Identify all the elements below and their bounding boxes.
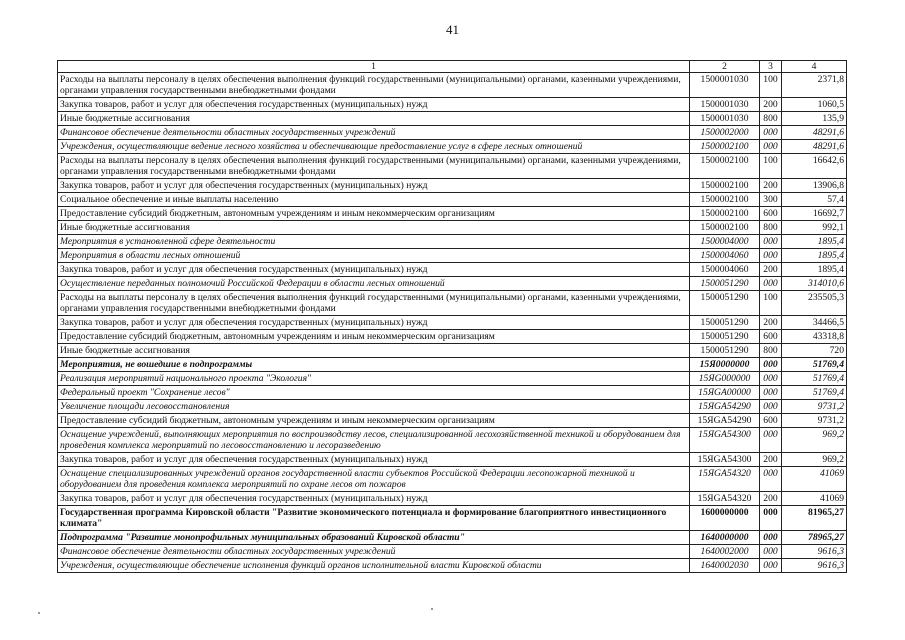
row-expense-type: 800 xyxy=(760,344,782,358)
row-expense-type: 300 xyxy=(760,193,782,207)
table-row xyxy=(58,112,847,126)
row-amount: 1895,4 xyxy=(782,235,847,249)
table-row xyxy=(58,358,847,372)
row-name: Учреждения, осуществляющие ведение лесного хозяйства и обеспечивающие предоставление услуг в сфере лесных отношений xyxy=(58,140,690,154)
row-code: 1500051290 xyxy=(690,344,760,358)
row-amount: 51769,4 xyxy=(782,372,847,386)
budget-table xyxy=(57,60,847,573)
table-row xyxy=(58,235,847,249)
row-name: Мероприятия в установленной сфере деятельности xyxy=(58,235,690,249)
row-code: 1500051290 xyxy=(690,291,760,316)
row-amount: 9731,2 xyxy=(782,414,847,428)
row-expense-type: 000 xyxy=(760,428,782,453)
row-name: Учреждения, осуществляющие обеспечение исполнения функций органов исполнительной власти Кировской области xyxy=(58,559,690,573)
row-expense-type: 000 xyxy=(760,559,782,573)
row-expense-type: 000 xyxy=(760,235,782,249)
row-name: Оснащение учреждений, выполняющих мероприятия по воспроизводству лесов, специализированной лесохозяйственной техникой и оборудованием для проведения комплекса мероприятий по лесовосстановлению и лесоразведению xyxy=(58,428,690,453)
row-code: 15ЯGA00000 xyxy=(690,386,760,400)
row-expense-type: 000 xyxy=(760,400,782,414)
row-expense-type: 000 xyxy=(760,249,782,263)
row-code: 1640002000 xyxy=(690,545,760,559)
table-row xyxy=(58,179,847,193)
row-name: Реализация мероприятий национального проекта "Экология" xyxy=(58,372,690,386)
row-name: Предоставление субсидий бюджетным, автономным учреждениям и иным некоммерческим организациям xyxy=(58,207,690,221)
row-name: Предоставление субсидий бюджетным, автономным учреждениям и иным некоммерческим организациям xyxy=(58,414,690,428)
row-code: 1500004000 xyxy=(690,235,760,249)
row-name: Иные бюджетные ассигнования xyxy=(58,112,690,126)
row-expense-type: 000 xyxy=(760,140,782,154)
row-amount: 969,2 xyxy=(782,453,847,467)
row-expense-type: 000 xyxy=(760,467,782,492)
row-name: Закупка товаров, работ и услуг для обеспечения государственных (муниципальных) нужд xyxy=(58,179,690,193)
row-name: Подпрограмма "Развитие монопрофильных муниципальных образований Кировской области" xyxy=(58,531,690,545)
table-row xyxy=(58,154,847,179)
row-amount: 314010,6 xyxy=(782,277,847,291)
table-row xyxy=(58,73,847,98)
table-header-row xyxy=(58,61,847,73)
row-expense-type: 800 xyxy=(760,221,782,235)
row-expense-type: 600 xyxy=(760,414,782,428)
row-expense-type: 200 xyxy=(760,98,782,112)
row-code: 15ЯGA54290 xyxy=(690,414,760,428)
row-code: 15ЯGA54320 xyxy=(690,492,760,506)
row-name: Расходы на выплаты персоналу в целях обеспечения выполнения функций государственными (муниципальными) органами, казенными учреждениями, органами управления государственными внебюджетными фондами xyxy=(58,154,690,179)
row-name: Иные бюджетные ассигнования xyxy=(58,344,690,358)
row-expense-type: 000 xyxy=(760,372,782,386)
row-code: 15ЯGA54320 xyxy=(690,467,760,492)
row-code: 15ЯG000000 xyxy=(690,372,760,386)
table-body xyxy=(58,73,847,573)
row-expense-type: 000 xyxy=(760,531,782,545)
row-code: 1500051290 xyxy=(690,330,760,344)
row-expense-type: 100 xyxy=(760,73,782,98)
row-amount: 9731,2 xyxy=(782,400,847,414)
table-row xyxy=(58,316,847,330)
row-amount: 57,4 xyxy=(782,193,847,207)
row-name: Государственная программа Кировской области "Развитие экономического потенциала и формирование благоприятного инвестиционного климата" xyxy=(58,506,690,531)
row-name: Социальное обеспечение и иные выплаты населению xyxy=(58,193,690,207)
row-amount: 992,1 xyxy=(782,221,847,235)
row-code: 1500002100 xyxy=(690,140,760,154)
row-expense-type: 200 xyxy=(760,316,782,330)
row-expense-type: 600 xyxy=(760,207,782,221)
column-header-type: 3 xyxy=(760,61,782,73)
row-name: Осуществление переданных полномочий Российской Федерации в области лесных отношений xyxy=(58,277,690,291)
row-amount: 51769,4 xyxy=(782,358,847,372)
row-amount: 78965,27 xyxy=(782,531,847,545)
row-expense-type: 600 xyxy=(760,330,782,344)
table-row xyxy=(58,559,847,573)
row-amount: 135,9 xyxy=(782,112,847,126)
row-name: Финансовое обеспечение деятельности областных государственных учреждений xyxy=(58,545,690,559)
row-expense-type: 800 xyxy=(760,112,782,126)
table-row xyxy=(58,193,847,207)
row-amount: 1060,5 xyxy=(782,98,847,112)
table-row xyxy=(58,492,847,506)
row-name: Закупка товаров, работ и услуг для обеспечения государственных (муниципальных) нужд xyxy=(58,492,690,506)
row-amount: 2371,8 xyxy=(782,73,847,98)
row-code: 1500004060 xyxy=(690,263,760,277)
row-code: 1500001030 xyxy=(690,73,760,98)
table-row xyxy=(58,207,847,221)
row-amount: 41069 xyxy=(782,467,847,492)
table-row xyxy=(58,414,847,428)
row-code: 1500051290 xyxy=(690,277,760,291)
row-expense-type: 000 xyxy=(760,126,782,140)
row-amount: 235505,3 xyxy=(782,291,847,316)
row-code: 1640002030 xyxy=(690,559,760,573)
table-row xyxy=(58,140,847,154)
table-row xyxy=(58,277,847,291)
row-name: Расходы на выплаты персоналу в целях обеспечения выполнения функций государственными (муниципальными) органами, казенными учреждениями, органами управления государственными внебюджетными фондами xyxy=(58,291,690,316)
table-row xyxy=(58,126,847,140)
table-row xyxy=(58,386,847,400)
table-row xyxy=(58,428,847,453)
row-code: 15ЯGA54300 xyxy=(690,428,760,453)
row-name: Закупка товаров, работ и услуг для обеспечения государственных (муниципальных) нужд xyxy=(58,453,690,467)
row-name: Оснащение специализированных учреждений органов государственной власти субъектов Российской Федерации лесопожарной техникой и оборудованием для проведения комплекса мероприятий по охране лесов от пожаров xyxy=(58,467,690,492)
row-name: Финансовое обеспечение деятельности областных государственных учреждений xyxy=(58,126,690,140)
row-amount: 51769,4 xyxy=(782,386,847,400)
row-name: Иные бюджетные ассигнования xyxy=(58,221,690,235)
row-code: 1500002100 xyxy=(690,179,760,193)
row-expense-type: 200 xyxy=(760,453,782,467)
row-expense-type: 200 xyxy=(760,263,782,277)
column-header-name: 1 xyxy=(58,61,690,73)
row-expense-type: 000 xyxy=(760,386,782,400)
row-code: 1500002000 xyxy=(690,126,760,140)
row-amount: 16642,6 xyxy=(782,154,847,179)
row-expense-type: 000 xyxy=(760,506,782,531)
table-row xyxy=(58,372,847,386)
table-row xyxy=(58,400,847,414)
row-amount: 9616,3 xyxy=(782,559,847,573)
row-amount: 48291,6 xyxy=(782,140,847,154)
row-code: 1500001030 xyxy=(690,112,760,126)
row-code: 1500002100 xyxy=(690,207,760,221)
row-amount: 13906,8 xyxy=(782,179,847,193)
row-name: Увеличение площади лесовосстановления xyxy=(58,400,690,414)
row-name: Закупка товаров, работ и услуг для обеспечения государственных (муниципальных) нужд xyxy=(58,98,690,112)
table-row xyxy=(58,506,847,531)
table-row xyxy=(58,344,847,358)
row-name: Закупка товаров, работ и услуг для обеспечения государственных (муниципальных) нужд xyxy=(58,316,690,330)
scan-artifact-dot xyxy=(431,608,433,610)
row-expense-type: 000 xyxy=(760,277,782,291)
table-row xyxy=(58,330,847,344)
row-amount: 1895,4 xyxy=(782,263,847,277)
row-amount: 16692,7 xyxy=(782,207,847,221)
row-amount: 48291,6 xyxy=(782,126,847,140)
table-row xyxy=(58,467,847,492)
row-code: 1500002100 xyxy=(690,221,760,235)
row-code: 1600000000 xyxy=(690,506,760,531)
row-amount: 969,2 xyxy=(782,428,847,453)
row-amount: 1895,4 xyxy=(782,249,847,263)
scan-artifact-dot xyxy=(38,612,40,614)
row-amount: 81965,27 xyxy=(782,506,847,531)
row-code: 15Я0000000 xyxy=(690,358,760,372)
table-row xyxy=(58,531,847,545)
row-code: 1640000000 xyxy=(690,531,760,545)
row-expense-type: 000 xyxy=(760,545,782,559)
table-row xyxy=(58,453,847,467)
row-code: 15ЯGA54300 xyxy=(690,453,760,467)
row-expense-type: 200 xyxy=(760,492,782,506)
table-row xyxy=(58,249,847,263)
row-code: 15ЯGA54290 xyxy=(690,400,760,414)
row-code: 1500002100 xyxy=(690,193,760,207)
table-row xyxy=(58,545,847,559)
row-amount: 43318,8 xyxy=(782,330,847,344)
column-header-code: 2 xyxy=(690,61,760,73)
table-row xyxy=(58,98,847,112)
row-name: Предоставление субсидий бюджетным, автономным учреждениям и иным некоммерческим организациям xyxy=(58,330,690,344)
row-code: 1500002100 xyxy=(690,154,760,179)
row-name: Расходы на выплаты персоналу в целях обеспечения выполнения функций государственными (муниципальными) органами, казенными учреждениями, органами управления государственными внебюджетными фондами xyxy=(58,73,690,98)
row-code: 1500051290 xyxy=(690,316,760,330)
row-amount: 41069 xyxy=(782,492,847,506)
column-header-amount: 4 xyxy=(782,61,847,73)
row-name: Федеральный проект "Сохранение лесов" xyxy=(58,386,690,400)
row-code: 1500004060 xyxy=(690,249,760,263)
row-expense-type: 100 xyxy=(760,154,782,179)
row-expense-type: 200 xyxy=(760,179,782,193)
row-expense-type: 100 xyxy=(760,291,782,316)
table-row xyxy=(58,263,847,277)
row-amount: 9616,3 xyxy=(782,545,847,559)
row-amount: 720 xyxy=(782,344,847,358)
page-number: 41 xyxy=(446,22,459,37)
table-row xyxy=(58,291,847,316)
row-name: Закупка товаров, работ и услуг для обеспечения государственных (муниципальных) нужд xyxy=(58,263,690,277)
table-row xyxy=(58,221,847,235)
row-name: Мероприятия, не вошедшие в подпрограммы xyxy=(58,358,690,372)
row-expense-type: 000 xyxy=(760,358,782,372)
row-code: 1500001030 xyxy=(690,98,760,112)
row-name: Мероприятия в области лесных отношений xyxy=(58,249,690,263)
row-amount: 34466,5 xyxy=(782,316,847,330)
